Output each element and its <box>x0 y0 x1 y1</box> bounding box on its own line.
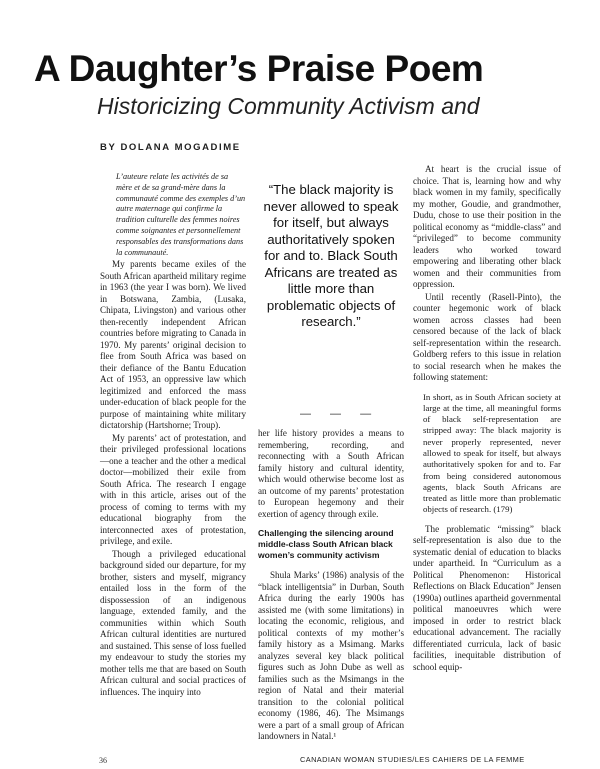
body-paragraph: My parents became exiles of the South African apartheid military regime in 1963 (the year I was born). We lived in Botswana, Zambia, (Lusaka, Chipata, Livingston) and various other then-recently independent African countries before migrating to Canada in 1970. My parents’ original decision to flee from South Africa was based on their defiance of the Bantu Education Act of 1953, an oppressive law which legitimized and enforced the mass under-education of black people for the purpose of maintaining white military dictatorship (Hartshorne; Troup). <box>100 259 246 431</box>
body-paragraph: her life history provides a means to remembering, recording, and reconnecting with a South African family history and cultural identity, which would otherwise become lost as an outcome of my parents’ protestation to European hegemony and their exertion of agency through exile. <box>258 428 404 519</box>
pull-quote: “The black majority is never allowed to speak for itself, but always authoritatively spoken for and to. Black South Africans are treated as little more than problematic objects of research.” <box>263 182 399 329</box>
body-paragraph: Until recently (Rasell-Pinto), the counter hegemonic work of black women across classes had been censored because of the lack of black self-representation within the research. Goldberg refers to this issue in relation to social research when he makes the following statement: <box>413 291 561 382</box>
byline: BY DOLANA MOGADIME <box>100 142 241 153</box>
body-paragraph: My parents’ act of protestation, and their privileged professional locations—one a teacher and the other a medical doctor—mobilized their exile from South Africa. The research I engage with in this article, arises out of the process of coming to terms with my educational biography from the interconnected axes of protestation, privilege, and exile. <box>100 432 246 547</box>
pull-quote-dashes: — — — <box>300 408 380 420</box>
french-abstract: L’auteure relate les activités de sa mère et de sa grand-mère dans la communauté comme des exemples d’un autre maternage qui confirme la tradition culturelle des femmes noires comme soignantes et personnellement responsables des transformations dans la communauté. <box>116 172 246 257</box>
article-title: A Daughter’s Praise Poem <box>34 48 484 89</box>
body-paragraph: At heart is the crucial issue of choice. That is, learning how and why black women in my family, specifically my mother, Goudie, and grandmother, Dudu, chose to use their position in the political economy as “middle-class” and “privileged” to become community leaders who worked toward empowering and liberating other black women and their communities from oppression. <box>413 164 561 289</box>
column-3 <box>413 164 561 673</box>
section-heading: Challenging the silencing around middle-class South African black women’s community activism <box>258 528 394 560</box>
column-2 <box>258 428 404 743</box>
column-1 <box>100 172 246 698</box>
page-number: 36 <box>99 756 107 765</box>
body-paragraph: Shula Marks’ (1986) analysis of the “black intelligentsia” in Durban, South Africa during the early 1900s has assisted me (with some limitations) in locating the economic, religious, and political contexts of my mother’s family history as a Msimang. Marks analyzes several key black political figures such as John Dube as well as families such as the Msimangs in the region of Natal and their material transition to the colonial political economy (1986, 46). The Msimangs were a part of a small group of African landowners in Natal.¹ <box>258 570 404 742</box>
block-quote: In short, as in South African society at large at the time, all meaningful forms of black self-representation are stripped away: The black majority is never properly represented, never allowed to speak for itself, but always authoritatively spoken for and to. Far from being considered autonomous agents, black South Africans are treated as little more than problematic objects of research. (179) <box>423 391 561 515</box>
body-paragraph: The problematic “missing” black self-representation is also due to the systematic denial of education to blacks under apartheid. In “Curriculum as a Political Phenomenon: Historical Reflections on Black Education” Jensen (1990a) outlines apartheid governmental political manoeuvres which were imposed in order to restrict black educational advancement. The racially differentiated curricula, lack of basic facilities, inequitable distribution of school equip- <box>413 523 561 672</box>
body-paragraph: Though a privileged educational background sided our departure, for my brother, sisters and myself, migrancy entailed loss in the form of the dispossession of an indigenous language, extended family, and the communities within which South African cultural identities are nurtured and sustained. This sense of loss fuelled my endeavour to study the stories my mother tells me that are based on South African cultural and social practices of influences. The inquiry into <box>100 548 246 697</box>
article-subtitle: Historicizing Community Activism and <box>97 93 480 119</box>
journal-name: CANADIAN WOMAN STUDIES/LES CAHIERS DE LA FEMME <box>300 755 525 764</box>
